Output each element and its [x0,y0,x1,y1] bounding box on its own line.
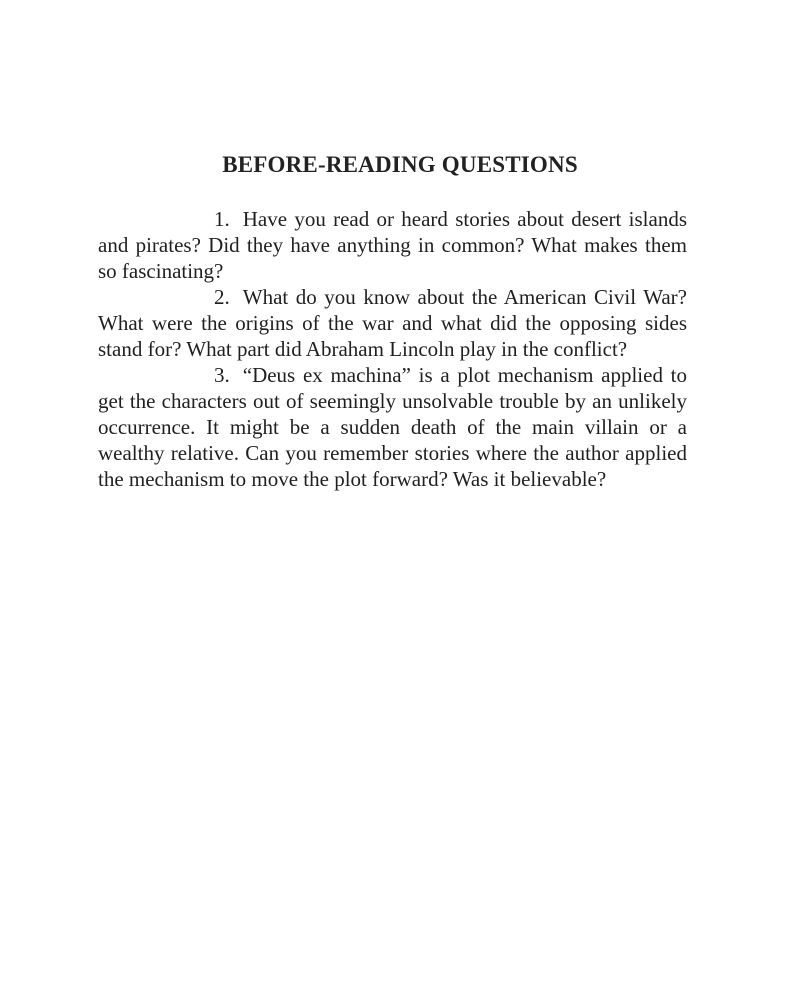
question-item [98,284,687,362]
page-title: BEFORE-READING QUESTIONS [222,152,578,177]
questions-list [98,206,687,492]
question-item [98,206,687,284]
question-number: 2. [214,285,230,309]
question-number: 1. [214,207,230,231]
question-text: What do you know about the American Civil War? What were the origins of the war and what did the opposing sides stand for? What part did Abraham Lincoln play in the conflict? [98,285,687,361]
question-text: Have you read or heard stories about desert islands and pirates? Did they have anything in common? What makes them so fascinating? [98,207,687,283]
question-text: “Deus ex machina” is a plot mechanism applied to get the characters out of seemingly unsolvable trouble by an unlikely occurrence. It might be a sudden death of the main villain or a wealthy relative. Can you remember stories where the author applied the mechanism to move the plot forward? Was it believable? [98,363,687,491]
question-item [98,362,687,492]
question-number: 3. [214,363,230,387]
